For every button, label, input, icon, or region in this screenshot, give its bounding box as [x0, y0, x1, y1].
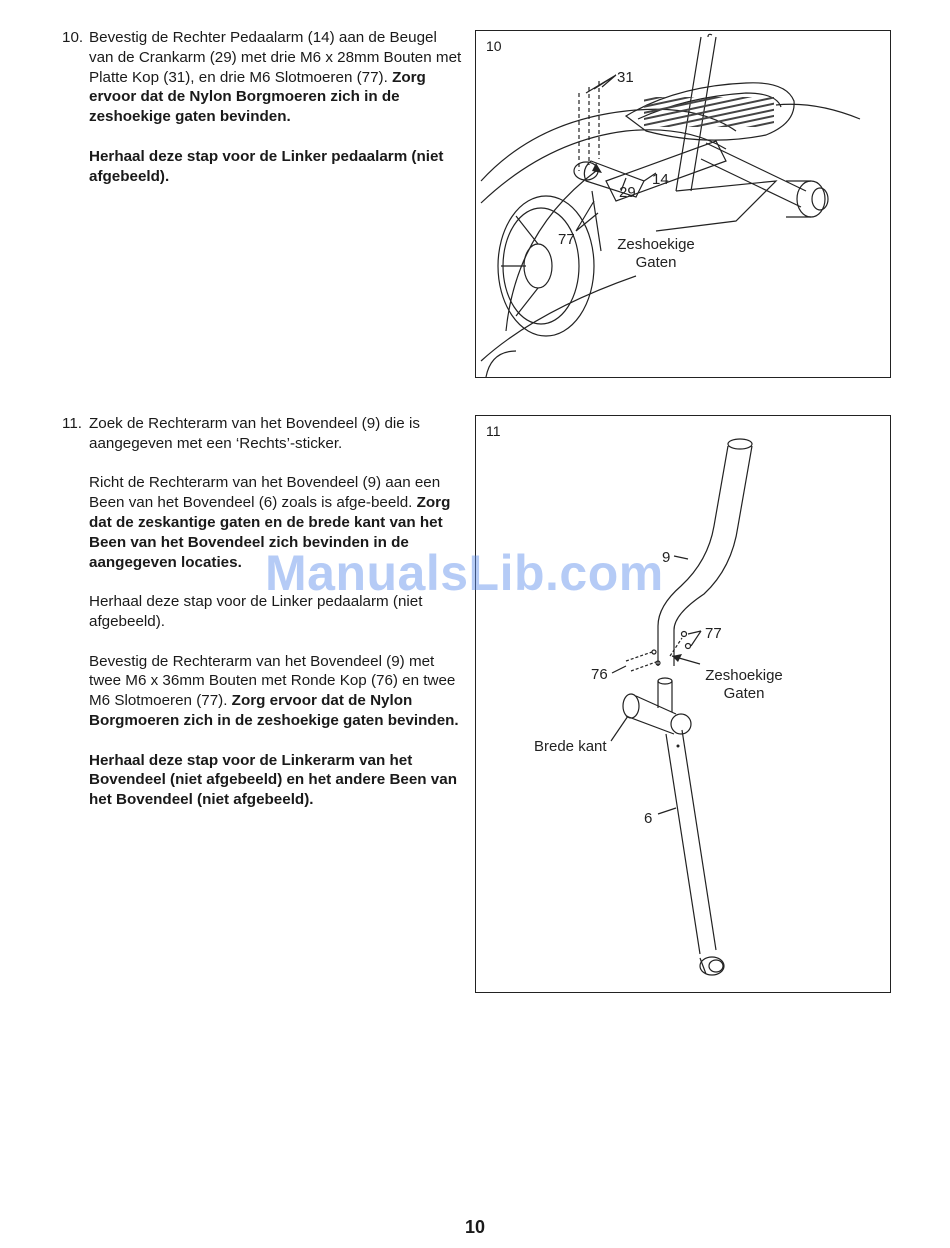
figure-number: 11	[486, 423, 501, 439]
label-part-6: 6	[644, 810, 653, 827]
label-part-14: 14	[652, 171, 669, 188]
label-part-29: 29	[619, 184, 636, 201]
figure-10-labels	[476, 31, 890, 377]
label-part-76: 76	[591, 666, 608, 683]
figure-11-labels	[476, 416, 890, 992]
step-number: 10.	[62, 29, 84, 46]
bold-instruction: Zorg dat de zeskantige gaten en de brede kant van het Been van het Bovendeel zich bevinden in de aangegeven locaties.	[89, 494, 451, 571]
step-10-paragraph-2	[89, 147, 462, 187]
label-part-9: 9	[662, 549, 671, 566]
step-11-paragraph-1	[89, 414, 462, 454]
label-wide-side: Brede kant	[534, 738, 607, 755]
step-11-paragraph-4	[89, 652, 462, 731]
bold-instruction: Zorg ervoor dat de Nylon Borgmoeren zich in de zeshoekige gaten bevinden.	[89, 68, 426, 126]
label-part-77: 77	[558, 231, 575, 248]
instruction-text: Zoek de Rechterarm van het Bovendeel (9) die is aangegeven met een ‘Rechts’-sticker.	[89, 415, 420, 452]
repeat-note: Herhaal deze stap voor de Linkerarm van het Bovendeel (niet afgebeeld) en het andere Been van het Bovendeel (niet afgebeeld).	[89, 751, 457, 809]
step-11-paragraph-5	[89, 751, 462, 810]
repeat-note: Herhaal deze stap voor de Linker pedaalarm (niet afgebeeld).	[89, 593, 423, 630]
instruction-text: Richt de Rechterarm van het Bovendeel (9) aan een Been van het Bovendeel (6) zoals is afge-beeld.	[89, 474, 441, 512]
page-number: 10	[464, 1217, 486, 1237]
step-10-paragraph-1	[89, 28, 462, 127]
repeat-note: Herhaal deze stap voor de Linker pedaalarm (niet afgebeeld).	[89, 147, 444, 185]
watermark-text: ManualsLib.com	[265, 545, 664, 601]
bold-instruction: Zorg ervoor dat de Nylon Borgmoeren zich in de zeshoekige gaten bevinden.	[89, 692, 459, 729]
step-number: 11.	[62, 415, 82, 432]
label-hex-holes-line-2: Gaten	[635, 254, 677, 271]
label-hex-holes-line-1: Zeshoekige	[705, 667, 783, 684]
figure-number: 10	[486, 38, 502, 54]
label-hex-holes-line-1: Zeshoekige	[617, 236, 695, 253]
label-part-31: 31	[617, 69, 634, 86]
step-10	[62, 28, 462, 186]
instruction-text: Bevestig de Rechter Pedaalarm (14) aan de Beugel van de Crankarm (29) met drie M6 x 28mm Bouten met Platte Kop (31), en drie M6 Slotmoeren (77).	[89, 29, 462, 86]
label-part-77: 77	[705, 625, 722, 642]
instruction-text: Bevestig de Rechterarm van het Bovendeel (9) met twee M6 x 36mm Bouten met Ronde Kop (76) en twee M6 Slotmoeren (77).	[89, 652, 456, 710]
figure-10	[475, 30, 891, 378]
figure-11	[475, 415, 891, 993]
label-hex-holes-line-2: Gaten	[723, 685, 765, 702]
step-11	[62, 414, 462, 810]
